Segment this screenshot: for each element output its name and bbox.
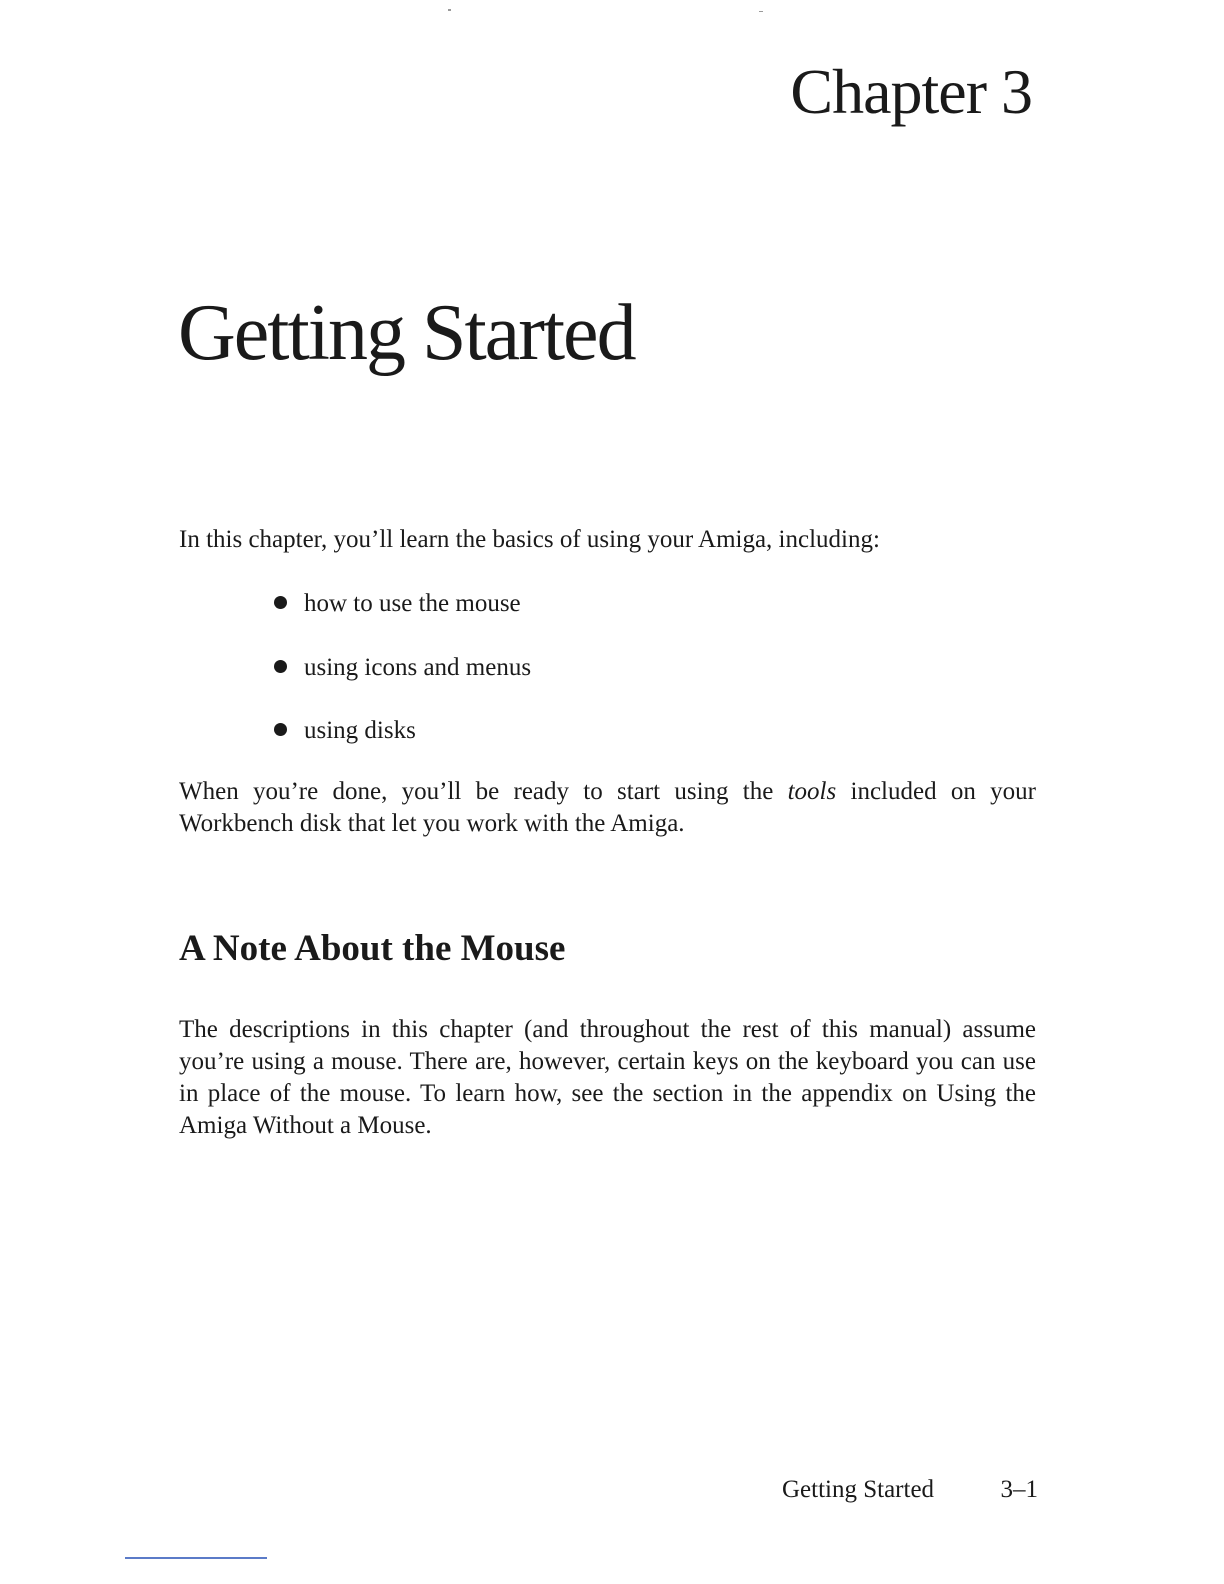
list-item — [274, 652, 531, 684]
topic-list — [274, 588, 531, 779]
summary-paragraph — [179, 776, 1036, 840]
list-item — [274, 588, 531, 620]
summary-text-end: included on your Workbench disk that let you work with the Amiga. — [179, 778, 1036, 837]
page-number: 3–1 — [1000, 1476, 1038, 1503]
chapter-label: Chapter 3 — [790, 56, 1032, 127]
scan-speck — [759, 11, 763, 12]
list-item-label: using icons and menus — [304, 653, 532, 681]
footer-title: Getting Started — [782, 1476, 935, 1503]
section-paragraph: The descriptions in this chapter (and throughout the rest of this manual) assume you’re using a mouse. There are, however, certain keys on the keyboard you can use in place of the mouse. To learn how, see the section in the appendix on Using the Amiga Without a Mouse. — [179, 1016, 1036, 1139]
intro-text: In this chapter, you’ll learn the basics of using your Amiga, including: — [179, 526, 880, 553]
bottom-rule — [125, 1557, 267, 1559]
section-heading: A Note About the Mouse — [179, 928, 566, 969]
bullet-icon — [274, 723, 287, 736]
tools-emphasis: tools — [787, 778, 837, 805]
page-title: Getting Started — [178, 289, 635, 377]
bullet-icon — [274, 660, 287, 673]
list-item — [274, 715, 531, 747]
summary-text-start: When you’re done, you’ll be ready to start using the — [179, 778, 788, 805]
bullet-icon — [274, 596, 287, 609]
list-item-label: using disks — [304, 717, 416, 744]
list-item-label: how to use the mouse — [304, 590, 521, 617]
scan-speck — [448, 9, 451, 11]
